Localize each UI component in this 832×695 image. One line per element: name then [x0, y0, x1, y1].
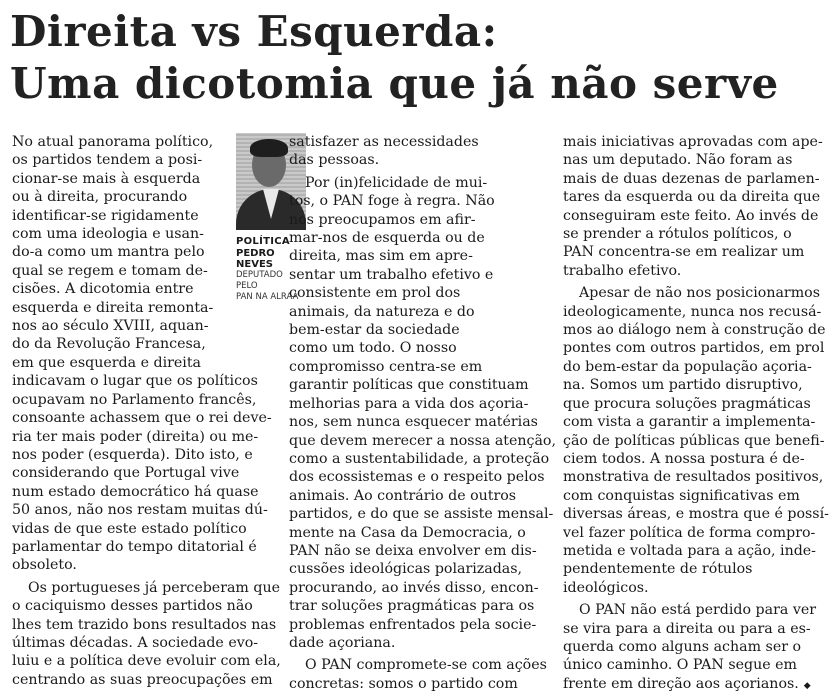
text-line: na. Somos um partido disruptivo, [563, 377, 803, 394]
text-line: metida e voltada para a ação, inde- [563, 542, 816, 559]
text-line: dade açoriana. [289, 634, 396, 651]
text-line: cussões ideológicas polarizadas, [289, 561, 523, 578]
text-line: tos, o PAN foge à regra. Não [289, 193, 495, 210]
text-line: mais de duas dezenas de parlamen- [563, 170, 820, 187]
text-line: em que esquerda e direita [12, 354, 202, 371]
text-line: qual se regem e tomam de- [12, 262, 208, 279]
text-line: sentar um trabalho efetivo e [289, 266, 494, 283]
text-line: ção de políticas públicas que benefi- [563, 432, 825, 449]
text-line: esquerda e direita remonta- [12, 299, 214, 316]
author-name: PEDRO NEVES [236, 248, 275, 270]
text-line: trar soluções pragmáticas para os [289, 598, 535, 615]
author-role-line-1: DEPUTADO PELO [236, 270, 283, 291]
text-line: consoante achassem que o rei deve- [12, 410, 272, 427]
text-line: com uma ideologia e usan- [12, 226, 204, 243]
author-role-line-2: PAN NA ALRAA [236, 292, 299, 302]
text-line: Apesar de não nos posicionarmos [579, 285, 820, 302]
text-line: No atual panorama político, [12, 134, 214, 150]
text-line: consistente em prol dos [289, 285, 461, 302]
text-line: único caminho. O PAN segue em [563, 657, 797, 674]
text-line: partidos, e do que se assiste mensal- [289, 506, 554, 523]
text-line: ideológicos. [563, 579, 649, 596]
text-line: conseguiram este feito. Ao invés de [563, 207, 819, 224]
text-line: parlamentar do tempo ditatorial é [12, 538, 257, 555]
text-line: nos preocupamos em afir- [289, 211, 476, 228]
text-line: mar-nos de esquerda ou de [289, 230, 485, 247]
title-line-1: Direita vs Esquerda: [10, 7, 498, 56]
text-line: nos ao século XVIII, aquan- [12, 318, 209, 335]
text-line: ou à direita, procurando [12, 189, 188, 206]
text-line: compromisso centra-se em [289, 358, 483, 375]
text-line: se vira para a direita ou para a es- [563, 620, 811, 637]
text-line: mos ao diálogo nem à construção de [563, 322, 826, 339]
text-line: que devem merecer a nossa atenção, [289, 432, 556, 449]
text-line: últimas décadas. A sociedade evo- [12, 634, 259, 651]
text-line: bem-estar da sociedade [289, 322, 460, 339]
article-column-2 [289, 133, 556, 693]
text-line: do bem-estar da população açoria- [563, 358, 812, 375]
text-line: ocupavam no Parlamento francês, [12, 391, 257, 408]
text-line: lhes tem trazido bons resultados nas [12, 616, 277, 633]
text-line: com vista a garantir a implementa- [563, 414, 816, 431]
text-line: procurando, ao invés disso, encon- [289, 579, 539, 596]
article-title [10, 6, 779, 110]
text-line: O PAN compromete-se com ações [305, 657, 547, 674]
text-line: dos ecossistemas e o respeito pelos [289, 469, 545, 486]
text-line: problemas enfrentados pela socie- [289, 616, 537, 633]
text-line: animais. Ao contrário de outros [289, 487, 517, 504]
text-line: se prender a rótulos políticos, o [563, 226, 792, 243]
text-line: cisões. A dicotomia entre [12, 281, 194, 298]
text-line: com conquistas significativas em [563, 487, 800, 504]
text-line: nos, sem nunca esquecer matérias [289, 414, 538, 431]
text-line: pendentemente de rótulos [563, 561, 753, 578]
text-line: concretas: somos o partido com [289, 675, 518, 692]
text-line: trabalho efetivo. [563, 262, 682, 279]
text-line: satisfazer as necessidades [289, 134, 479, 150]
text-line: nas um deputado. Não foram as [563, 152, 793, 169]
text-line: vel fazer política de forma compro- [563, 524, 816, 541]
text-line: melhorias para a vida dos açoria- [289, 395, 529, 412]
text-line: O PAN não está perdido para ver [579, 602, 817, 619]
text-line: identificar-se rigidamente [12, 207, 199, 224]
section-label: POLÍTICA [236, 236, 290, 247]
text-line: diversas áreas, e mostra que é possí- [563, 506, 829, 523]
end-of-article-mark: ◆ [803, 680, 811, 691]
text-line: 50 anos, não nos restam muitas dú- [12, 502, 268, 519]
text-line: ideologicamente, nunca nos recusá- [563, 303, 822, 320]
text-line: vidas de que este estado político [12, 520, 247, 537]
title-line-2: Uma dicotomia que já não serve [10, 59, 779, 108]
text-line: num estado democrático há quase [12, 483, 259, 500]
text-line: mente na Casa da Democracia, o [289, 524, 526, 541]
text-line: o caciquismo desses partidos não [12, 598, 253, 615]
text-line: garantir políticas que constituam [289, 377, 529, 394]
text-line: monstrativa de resultados positivos, [563, 469, 824, 486]
text-line: os partidos tendem a posi- [12, 152, 203, 169]
article-column-3 [563, 133, 829, 695]
text-line: centrando as suas preocupações em [12, 671, 273, 688]
text-line: ria ter mais poder (direita) ou me- [12, 428, 259, 445]
text-line: nos poder (esquerda). Dito isto, e [12, 446, 253, 463]
text-line: cionar-se mais à esquerda [12, 170, 201, 187]
text-line: mais iniciativas aprovadas com ape- [563, 134, 823, 150]
text-line: das pessoas. [289, 152, 380, 169]
text-line: considerando que Portugal vive [12, 465, 240, 482]
text-line: indicavam o lugar que os políticos [12, 373, 258, 390]
text-line: direita, mas sim em apre- [289, 248, 473, 265]
text-line: do-a como um mantra pelo [12, 244, 205, 261]
text-line: Os portugueses já perceberam que [28, 579, 281, 596]
text-line: PAN concentra-se em realizar um [563, 244, 805, 261]
text-line: que procura soluções pragmáticas [563, 395, 811, 412]
text-line: PAN não se deixa envolver em dis- [289, 542, 537, 559]
text-line: obsoleto. [12, 557, 77, 574]
text-line: luiu e a política deve evoluir com ela, [12, 653, 281, 670]
text-line: tares da esquerda ou da direita que [563, 189, 821, 206]
text-line: do da Revolução Francesa, [12, 336, 206, 353]
text-line: Por (in)felicidade de mui- [305, 174, 488, 191]
text-line: como a sustentabilidade, a proteção [289, 450, 550, 467]
text-line: querda como alguns acham ser o [563, 638, 802, 655]
text-line: pontes com outros partidos, em prol [563, 340, 825, 357]
text-line: frente em direção aos açorianos. ◆ [563, 675, 821, 695]
text-line: como um todo. O nosso [289, 340, 457, 357]
text-line: ciem todos. A nossa postura é de- [563, 450, 805, 467]
text-line: animais, da natureza e do [289, 303, 475, 320]
